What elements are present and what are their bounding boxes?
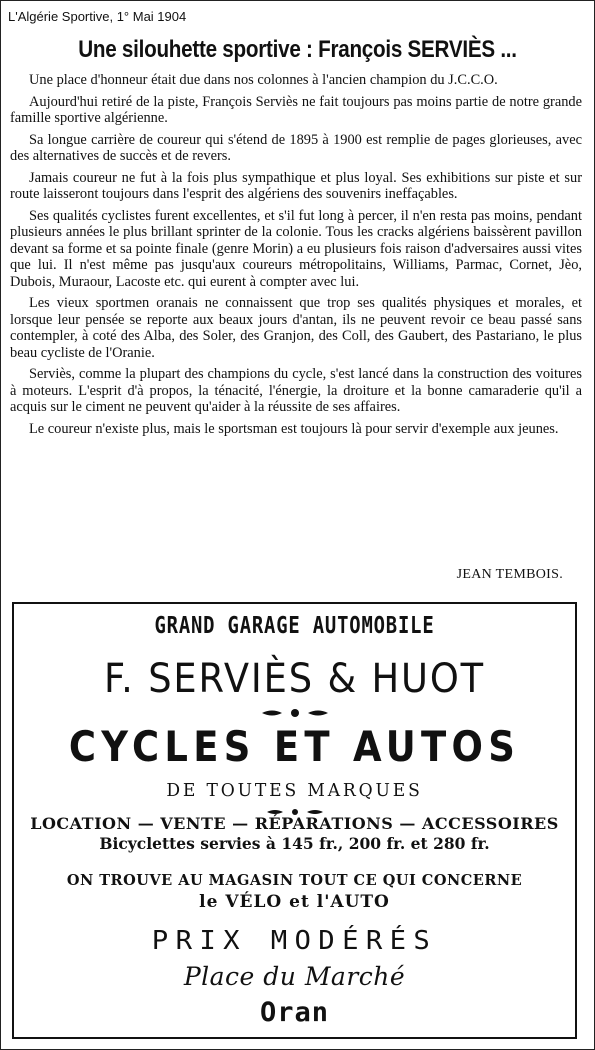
ad-city: Oran	[259, 997, 330, 1028]
article-paragraph: Les vieux sportmen oranais ne connaissent que trop ses qualités physiques et morales, et lorsque leur pensée se reporte aux beaux jours d'antan, ils ne peuvent revoir ce beau passé sans contempler, à coté des Alba, des Soler, des Granjon, des Coll, des Gaubert, des Pastariano, le plus beau cycliste de l'Oranie.	[10, 295, 582, 361]
ad-velo-auto: le VÉLO et l'AUTO	[199, 892, 390, 912]
ad-all-brands: DE TOUTES MARQUES	[166, 780, 423, 801]
article-paragraph: Le coureur n'existe plus, mais le sportsman est toujours là pour servir d'exemple aux jeunes.	[29, 420, 559, 437]
ad-bicycle-prices: Bicyclettes servies à 145 fr., 200 fr. et 280 fr.	[99, 834, 490, 853]
garage-advertisement	[12, 602, 577, 1039]
article-body	[10, 72, 582, 442]
fleuron-ornament-icon	[14, 707, 575, 719]
author-signature: JEAN TEMBOIS.	[456, 567, 563, 582]
article-paragraph: Une place d'honneur était due dans nos colonnes à l'ancien champion du J.C.C.O.	[29, 72, 498, 88]
ad-company-name: F. SERVIÈS & HUOT	[104, 656, 485, 702]
article-paragraph: Sa longue carrière de coureur qui s'étend de 1895 à 1900 est remplie de pages glorieuses, avec des alternatives de succès et de revers.	[10, 131, 582, 164]
source-line: L'Algérie Sportive, 1° Mai 1904	[8, 9, 187, 24]
article-title: Une silouhette sportive : François SERVIÈS ...	[78, 36, 517, 63]
article-paragraph: Jamais coureur ne fut à la fois plus sympathique et plus loyal. Ses exhibitions sur piste et sur route laisseront toujours dans l'esprit des algériens des souvenirs ineffaçables.	[10, 169, 582, 202]
article-paragraph: Serviès, comme la plupart des champions du cycle, s'est lancé dans la construction des voitures à moteurs. L'esprit d'à propos, la ténacité, l'énergie, la droiture et la bonne camaraderie qu'il a acquis sur le ciment ne peuvent qu'aider à la réussite de ses affaires.	[10, 366, 582, 415]
ad-shop-note: ON TROUVE AU MAGASIN TOUT CE QUI CONCERNE	[66, 872, 523, 889]
article-paragraph: Ses qualités cyclistes furent excellentes, et s'il fut long à percer, il n'en resta pas moins, pendant plusieurs années le plus brillant sprinter de la colonie. Tous les cracks algériens baissèrent pavillon devant sa forme et sa pointe finale (genre Morin) a eu plusieurs fois raison d'adversaires aussi vites que lui. Il n'est même pas jusqu'aux coureurs métropolitains, Williams, Parmac, Cornet, Jèo, Dubois, Muraour, Lacoste etc. qui eurent à compter avec lui.	[10, 207, 582, 290]
ad-heading: GRAND GARAGE AUTOMOBILE	[154, 613, 435, 639]
ad-prices-moderate: PRIX MODÉRÉS	[151, 926, 438, 956]
ad-cycles-autos: CYCLES ET AUTOS	[68, 722, 521, 771]
ad-services: LOCATION — VENTE — RÉPARATIONS — ACCESSOIRES	[30, 814, 559, 833]
ad-address: Place du Marché	[183, 962, 406, 991]
article-paragraph: Aujourd'hui retiré de la piste, François Serviès ne fait toujours pas moins partie de notre grande famille sportive algérienne.	[10, 93, 582, 126]
